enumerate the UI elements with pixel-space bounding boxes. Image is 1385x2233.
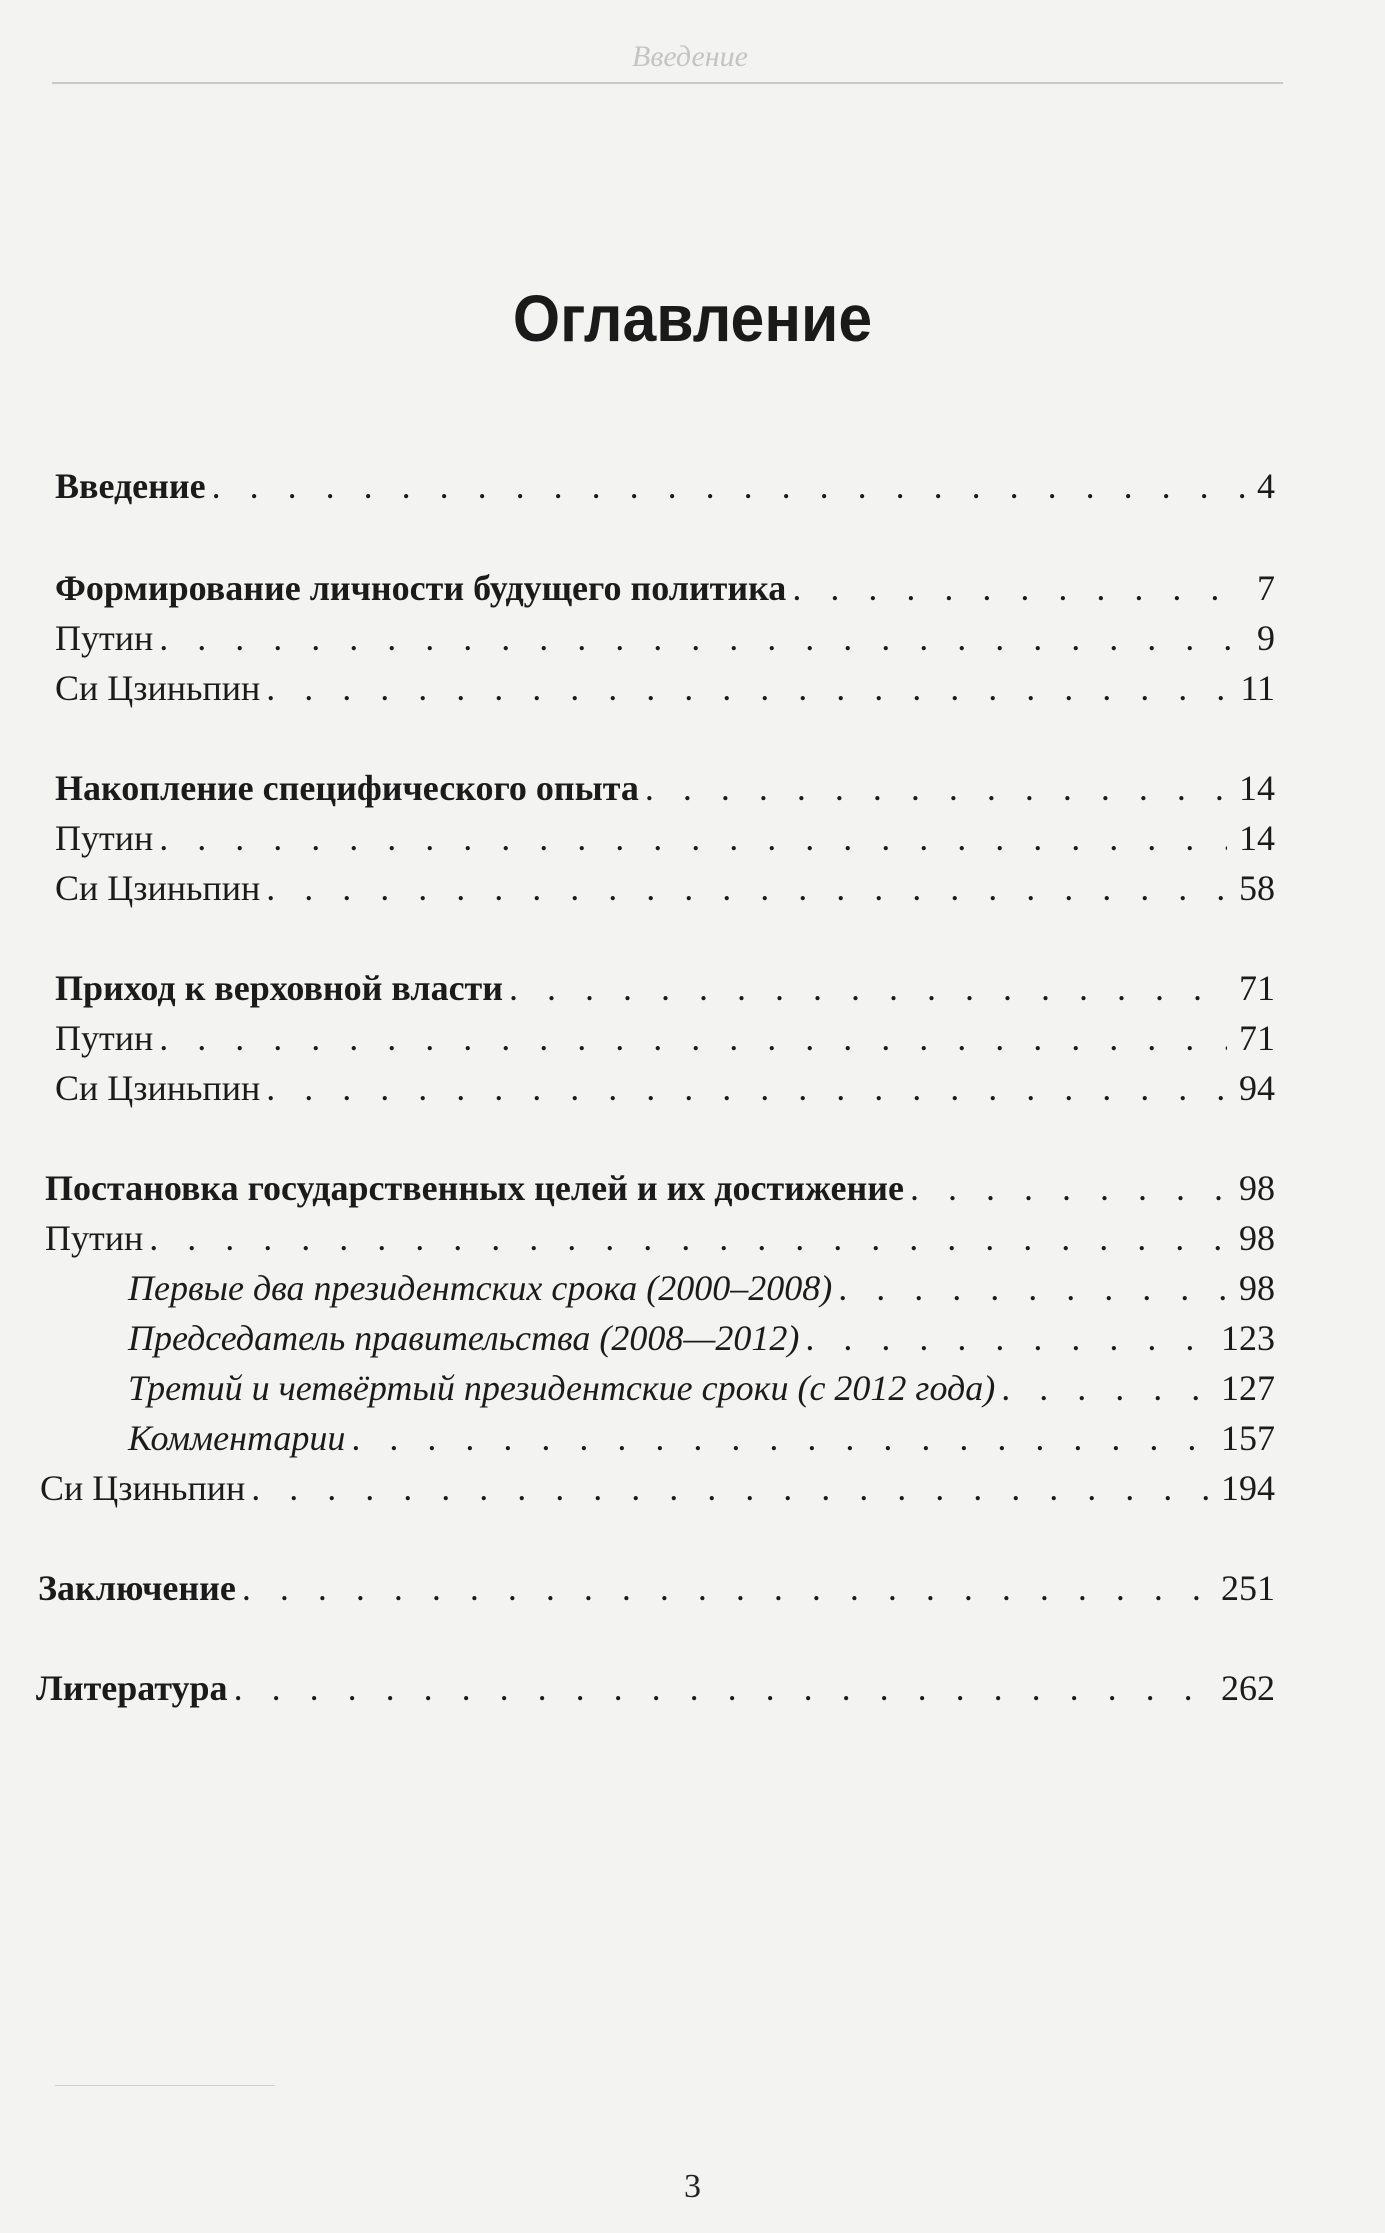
toc-entry[interactable]: [128, 1416, 1275, 1460]
toc-entry-page: 9: [1257, 618, 1275, 658]
toc-entry-label: Путин: [55, 618, 154, 658]
toc-entry[interactable]: [55, 766, 1275, 810]
toc-entry-page: 71: [1239, 1018, 1275, 1058]
toc-entry-page: 14: [1239, 818, 1275, 858]
toc-leader-dots: [639, 766, 1227, 810]
toc-entry-page: 58: [1239, 868, 1275, 908]
toc-entry-page: 11: [1240, 668, 1275, 708]
toc-entry[interactable]: [55, 616, 1275, 660]
toc-entry[interactable]: [128, 1366, 1275, 1410]
toc-leader-dots: [799, 1316, 1209, 1360]
toc-leader-dots: [228, 1666, 1209, 1710]
toc-entry-page: 7: [1257, 568, 1275, 608]
toc-entry[interactable]: [55, 464, 1275, 508]
toc-entry-page: 98: [1239, 1168, 1275, 1208]
toc-leader-dots: [832, 1266, 1227, 1310]
running-header: [52, 38, 1283, 84]
toc-entry[interactable]: [55, 666, 1275, 710]
toc-leader-dots: [153, 616, 1245, 660]
toc-leader-dots: [206, 464, 1245, 508]
toc-entry-label: Литература: [36, 1668, 228, 1708]
toc-entry-page: 94: [1239, 1068, 1275, 1108]
toc-entry-page: 262: [1221, 1668, 1275, 1708]
toc-leader-dots: [153, 1016, 1227, 1060]
toc-entry[interactable]: [55, 966, 1275, 1010]
toc-entry-label: Первые два президентских срока (2000–2008): [128, 1268, 833, 1308]
toc-entry[interactable]: [45, 1166, 1275, 1210]
toc-entry-page: 127: [1221, 1368, 1275, 1408]
toc-entry-label: Си Цзиньпин: [55, 668, 261, 708]
toc-entry-label: Си Цзиньпин: [55, 1068, 261, 1108]
footnote-divider: [55, 2085, 275, 2086]
toc-entry-label: Председатель правительства (2008—2012): [128, 1318, 800, 1358]
toc-leader-dots: [995, 1366, 1209, 1410]
toc-entry-label: Си Цзиньпин: [55, 868, 261, 908]
toc-entry-label: Введение: [55, 466, 206, 506]
running-header-title: Введение: [632, 40, 748, 73]
toc-leader-dots: [260, 1066, 1227, 1110]
toc-entry[interactable]: [128, 1316, 1275, 1360]
toc-entry-label: Путин: [45, 1218, 144, 1258]
toc-leader-dots: [503, 966, 1227, 1010]
toc-leader-dots: [260, 866, 1227, 910]
toc-leader-dots: [345, 1416, 1209, 1460]
toc-leader-dots: [236, 1566, 1209, 1610]
toc-entry-page: 251: [1221, 1568, 1275, 1608]
toc-entry-label: Третий и четвёртый президентские сроки (с 2012 года): [128, 1368, 996, 1408]
toc-title: Оглавление: [512, 281, 873, 355]
toc-entry-page: 98: [1239, 1218, 1275, 1258]
toc-entry-label: Путин: [55, 1018, 154, 1058]
toc-leader-dots: [260, 666, 1228, 710]
toc-leader-dots: [153, 816, 1227, 860]
toc-entry-page: 4: [1257, 466, 1275, 506]
toc-entry-label: Приход к верховной власти: [55, 968, 503, 1008]
toc-entry-label: Заключение: [38, 1568, 236, 1608]
toc-entry-label: Комментарии: [128, 1418, 346, 1458]
toc-entry-page: 123: [1221, 1318, 1275, 1358]
toc-entry-label: Путин: [55, 818, 154, 858]
toc-leader-dots: [904, 1166, 1227, 1210]
toc-entry-label: Формирование личности будущего политика: [55, 568, 787, 608]
toc-entry-page: 14: [1239, 768, 1275, 808]
toc-entry-page: 71: [1239, 968, 1275, 1008]
toc-entry-page: 98: [1239, 1268, 1275, 1308]
toc-entry[interactable]: [38, 1566, 1275, 1610]
toc-entry[interactable]: [45, 1216, 1275, 1260]
page-number: 3: [684, 2168, 701, 2205]
toc-entry-label: Накопление специфического опыта: [55, 768, 639, 808]
toc-entry[interactable]: [55, 566, 1275, 610]
toc-leader-dots: [786, 566, 1245, 610]
toc-entry[interactable]: [128, 1266, 1275, 1310]
toc-leader-dots: [245, 1466, 1209, 1510]
toc-entry-page: 157: [1221, 1418, 1275, 1458]
toc-entry[interactable]: [55, 816, 1275, 860]
toc-entry[interactable]: [40, 1466, 1275, 1510]
toc-entry-label: Постановка государственных целей и их достижение: [45, 1168, 904, 1208]
toc-entry[interactable]: [55, 1016, 1275, 1060]
toc-leader-dots: [143, 1216, 1227, 1260]
toc-entry-label: Си Цзиньпин: [40, 1468, 246, 1508]
toc-entry[interactable]: [36, 1666, 1275, 1710]
toc-entry-page: 194: [1221, 1468, 1275, 1508]
toc-entry[interactable]: [55, 866, 1275, 910]
toc-entry[interactable]: [55, 1066, 1275, 1110]
